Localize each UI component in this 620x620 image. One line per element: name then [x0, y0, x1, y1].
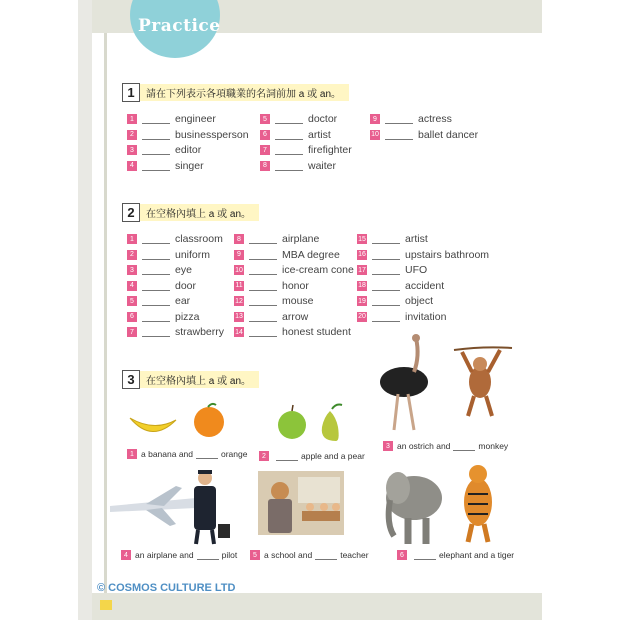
- answer-blank[interactable]: [142, 130, 170, 140]
- item-number-tag: 6: [260, 130, 270, 140]
- item-number-tag: 16: [358, 251, 366, 258]
- item-number-tag: 11: [235, 282, 243, 289]
- exercise-item: [357, 294, 433, 308]
- answer-blank[interactable]: [315, 550, 337, 560]
- exercise-item: [260, 143, 352, 157]
- item-number-tag: 13: [235, 313, 243, 320]
- item-number-tag: 4: [127, 161, 137, 171]
- answer-blank[interactable]: [249, 250, 277, 260]
- exercise-item: [260, 112, 337, 126]
- item-number-tag: 4: [127, 281, 137, 291]
- section-instruction: 在空格內填上 a 或 an。: [140, 204, 259, 221]
- elephant-tiger-picture: [380, 458, 510, 548]
- picture-caption: [121, 549, 237, 561]
- picture-caption: [397, 549, 514, 561]
- exercise-item: [127, 128, 249, 142]
- exercise-item: [234, 310, 308, 324]
- item-number-tag: 7: [260, 145, 270, 155]
- exercise-item: [127, 143, 201, 157]
- item-word: object: [405, 295, 434, 307]
- exercise-item: [234, 325, 351, 339]
- caption-text: an airplane and: [135, 550, 194, 560]
- caption-text: a banana and: [141, 449, 193, 459]
- answer-blank[interactable]: [276, 451, 298, 461]
- item-number-tag: 6: [127, 312, 137, 322]
- apple-pear-picture: [274, 397, 364, 447]
- answer-blank[interactable]: [275, 161, 303, 171]
- answer-blank[interactable]: [142, 327, 170, 337]
- item-number-tag: 3: [383, 441, 393, 451]
- section-instruction: 在空格內填上 a 或 an。: [140, 371, 259, 388]
- section-number: 2: [122, 203, 140, 222]
- answer-blank[interactable]: [142, 114, 170, 124]
- exercise-item: [234, 263, 354, 277]
- answer-blank[interactable]: [372, 234, 400, 244]
- item-number-tag: 5: [127, 296, 137, 306]
- item-word: arrow: [282, 310, 309, 323]
- item-word: doctor: [308, 113, 338, 125]
- item-word: upstairs bathroom: [405, 248, 490, 261]
- answer-blank[interactable]: [142, 296, 170, 306]
- answer-blank[interactable]: [197, 550, 219, 560]
- caption-text: elephant and a tiger: [439, 550, 515, 560]
- item-number-tag: 5: [250, 550, 260, 560]
- answer-blank[interactable]: [414, 550, 436, 560]
- item-number-tag: 15: [358, 235, 366, 243]
- ostrich-monkey-picture: [374, 332, 514, 437]
- caption-text: apple and a pear: [301, 451, 365, 461]
- answer-blank[interactable]: [249, 312, 277, 322]
- exercise-item: [127, 263, 192, 277]
- publisher-credit: © COSMOS CULTURE LTD: [97, 582, 236, 594]
- exercise-item: [127, 248, 210, 262]
- answer-blank[interactable]: [249, 234, 277, 244]
- exercise-item: [127, 279, 196, 293]
- answer-blank[interactable]: [196, 449, 218, 459]
- airplane-pilot-picture: [106, 466, 236, 546]
- item-word: pizza: [175, 310, 200, 323]
- answer-blank[interactable]: [385, 114, 413, 124]
- item-word: engineer: [175, 113, 216, 125]
- exercise-item: [234, 232, 319, 246]
- exercise-item: [357, 232, 428, 246]
- item-word: waiter: [308, 159, 337, 172]
- picture-caption: [127, 448, 247, 460]
- answer-blank[interactable]: [275, 130, 303, 140]
- item-number-tag: 9: [234, 250, 244, 260]
- item-word: airplane: [282, 233, 320, 245]
- answer-blank[interactable]: [372, 296, 400, 306]
- caption-text: orange: [221, 449, 248, 459]
- item-word: eye: [175, 264, 192, 276]
- answer-blank[interactable]: [142, 234, 170, 244]
- item-word: UFO: [405, 264, 428, 276]
- caption-text: pilot: [221, 550, 238, 560]
- item-word: firefighter: [308, 144, 352, 156]
- answer-blank[interactable]: [142, 265, 170, 275]
- answer-blank[interactable]: [385, 130, 413, 140]
- item-number-tag: 1: [127, 449, 137, 459]
- picture-caption: [259, 450, 365, 462]
- item-word: honor: [282, 279, 309, 292]
- item-number-tag: 1: [127, 114, 137, 124]
- answer-blank[interactable]: [249, 281, 277, 291]
- exercise-item: [127, 232, 223, 246]
- caption-text: a school and: [264, 550, 313, 560]
- exercise-item: [127, 159, 204, 173]
- item-word: invitation: [405, 310, 447, 323]
- caption-text: teacher: [340, 550, 369, 560]
- answer-blank[interactable]: [372, 265, 400, 275]
- section-number: 3: [122, 370, 140, 389]
- item-number-tag: 19: [358, 297, 366, 305]
- practice-title: Practice: [138, 16, 221, 36]
- bottom-band: [92, 593, 542, 620]
- section-instruction: 請在下列表示各項職業的名詞前加 a 或 an。: [140, 84, 349, 101]
- exercise-item: [370, 128, 478, 142]
- item-number-tag: 20: [358, 313, 366, 320]
- item-word: singer: [175, 159, 204, 172]
- exercise-item: [234, 248, 340, 262]
- picture-caption: [250, 549, 369, 561]
- section-number: 1: [122, 83, 140, 102]
- answer-blank[interactable]: [142, 145, 170, 155]
- answer-blank[interactable]: [249, 265, 277, 275]
- item-word: actress: [418, 113, 452, 125]
- item-word: artist: [405, 233, 428, 245]
- answer-blank[interactable]: [142, 161, 170, 171]
- item-number-tag: 10: [371, 131, 379, 138]
- item-number-tag: 3: [127, 265, 137, 275]
- exercise-item: [357, 263, 427, 277]
- item-word: ballet dancer: [418, 128, 479, 141]
- item-word: editor: [175, 144, 202, 156]
- exercise-item: [127, 112, 216, 126]
- page-shadow: [78, 0, 92, 620]
- banana-orange-picture: [124, 400, 234, 445]
- item-number-tag: 18: [358, 282, 366, 289]
- item-word: MBA degree: [282, 248, 340, 261]
- exercise-item: [357, 279, 444, 293]
- item-number-tag: 10: [235, 266, 243, 274]
- picture-caption: [383, 440, 508, 452]
- item-number-tag: 2: [259, 451, 269, 461]
- answer-blank[interactable]: [372, 281, 400, 291]
- exercise-item: [127, 294, 190, 308]
- section-1-header: [122, 83, 349, 102]
- item-number-tag: 8: [234, 234, 244, 244]
- section-3-header: [122, 370, 259, 389]
- answer-blank[interactable]: [142, 312, 170, 322]
- exercise-item: [357, 248, 489, 262]
- item-number-tag: 2: [127, 250, 137, 260]
- exercise-item: [370, 112, 452, 126]
- section-2-header: [122, 203, 259, 222]
- exercise-item: [127, 325, 224, 339]
- answer-blank[interactable]: [249, 327, 277, 337]
- exercise-item: [260, 128, 331, 142]
- item-word: businessperson: [175, 128, 249, 141]
- item-number-tag: 8: [260, 161, 270, 171]
- answer-blank[interactable]: [249, 296, 277, 306]
- exercise-item: [234, 279, 309, 293]
- answer-blank[interactable]: [453, 441, 475, 451]
- answer-blank[interactable]: [142, 250, 170, 260]
- item-number-tag: 9: [370, 114, 380, 124]
- item-word: ice-cream cone: [282, 264, 354, 276]
- answer-blank[interactable]: [372, 312, 400, 322]
- item-word: door: [175, 279, 197, 292]
- exercise-item: [127, 310, 200, 324]
- school-teacher-picture: [258, 471, 344, 535]
- item-number-tag: 12: [235, 297, 243, 305]
- answer-blank[interactable]: [372, 250, 400, 260]
- item-number-tag: 6: [397, 550, 407, 560]
- page-number-tag: [100, 600, 112, 610]
- item-word: classroom: [175, 233, 223, 245]
- exercise-item: [260, 159, 336, 173]
- answer-blank[interactable]: [275, 114, 303, 124]
- exercise-item: [357, 310, 446, 324]
- caption-text: an ostrich and: [397, 441, 451, 451]
- item-word: mouse: [282, 295, 314, 307]
- item-number-tag: 7: [127, 327, 137, 337]
- item-number-tag: 17: [358, 266, 366, 274]
- item-word: artist: [308, 128, 331, 141]
- item-number-tag: 2: [127, 130, 137, 140]
- caption-text: monkey: [478, 441, 509, 451]
- answer-blank[interactable]: [142, 281, 170, 291]
- item-number-tag: 14: [235, 328, 243, 336]
- item-number-tag: 3: [127, 145, 137, 155]
- item-word: uniform: [175, 248, 211, 261]
- item-word: strawberry: [175, 326, 225, 338]
- item-word: ear: [175, 295, 191, 307]
- item-number-tag: 4: [121, 550, 131, 560]
- item-word: honest student: [282, 326, 351, 338]
- answer-blank[interactable]: [275, 145, 303, 155]
- exercise-item: [234, 294, 314, 308]
- item-number-tag: 5: [260, 114, 270, 124]
- item-word: accident: [405, 279, 445, 292]
- item-number-tag: 1: [127, 234, 137, 244]
